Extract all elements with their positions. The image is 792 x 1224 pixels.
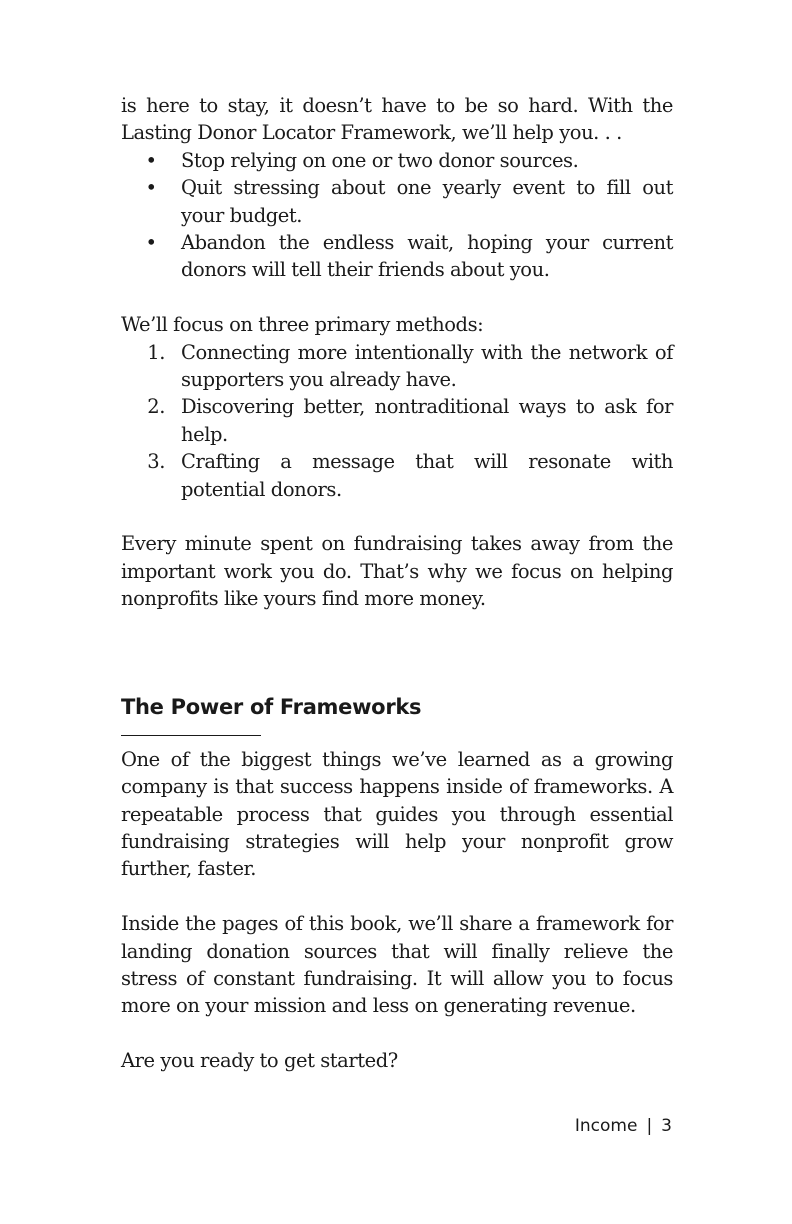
bullet-list [121, 147, 673, 284]
method-text: Discovering better, nontraditional ways to ask for help. [181, 395, 673, 446]
method-text: Crafting a message that will resonate with potential donors. [181, 450, 673, 501]
footer-chapter: Income [574, 1116, 638, 1136]
section-paragraph: One of the biggest things we’ve learned as a growing company is that success happens inside of frameworks. A repeatable process that guides you through essential fundraising strategies will help your nonprofit grow further, faster. [121, 747, 673, 881]
method-item [121, 448, 673, 503]
bullet-item [121, 229, 673, 284]
bullet-text: Stop relying on one or two donor sources. [181, 148, 579, 172]
page-number: 3 [661, 1116, 672, 1136]
method-text: Connecting more intentionally with the network of supporters you already have. [181, 340, 673, 392]
page-body [121, 92, 673, 1075]
bullet-text: Abandon the endless wait, hoping your current donors will tell their friends about you. [181, 231, 673, 282]
section-header [121, 693, 673, 736]
methods-intro: We’ll focus on three primary methods: [121, 313, 484, 337]
heading-rule [121, 735, 261, 736]
bullet-item [121, 174, 673, 229]
closing-paragraph: Every minute spent on fundraising takes away from the important work you do. That’s why we focus on helping nonprofits like yours find more money. [121, 532, 673, 611]
section-paragraph: Are you ready to get started? [121, 1049, 398, 1073]
footer-separator: | [646, 1116, 653, 1136]
page-footer [575, 1116, 672, 1136]
method-item [121, 393, 673, 448]
bullet-icon: • [145, 231, 157, 255]
method-number: 2. [147, 395, 165, 419]
method-item [121, 339, 673, 394]
bullet-icon: • [145, 176, 157, 200]
intro-paragraph: is here to stay, it doesn’t have to be so hard. With the Lasting Donor Locator Framework, we’ll help you. . . [121, 94, 673, 145]
method-number: 3. [147, 450, 165, 474]
bullet-text: Quit stressing about one yearly event to fill out your budget. [181, 176, 673, 227]
method-number: 1. [147, 340, 165, 364]
bullet-icon: • [145, 148, 157, 172]
section-heading: The Power of Frameworks [121, 694, 422, 719]
section-paragraph: Inside the pages of this book, we’ll share a framework for landing donation sources that will finally relieve the stress of constant fundraising. It will allow you to focus more on your mission and less on generating revenue. [121, 912, 673, 1018]
bullet-item [121, 147, 673, 174]
methods-list [121, 339, 673, 503]
